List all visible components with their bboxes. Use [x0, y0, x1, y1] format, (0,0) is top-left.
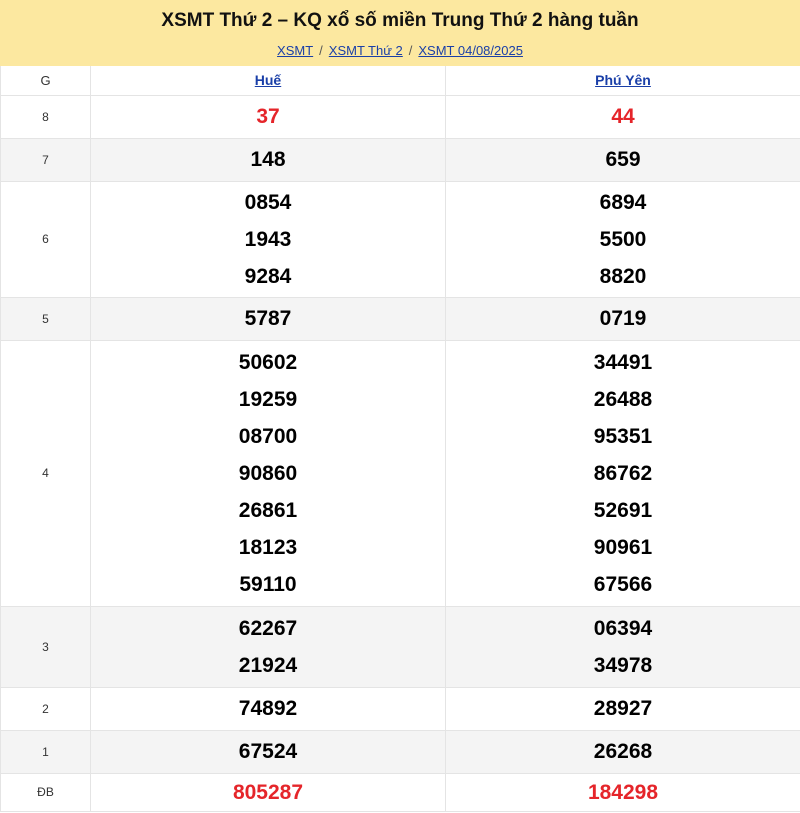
result-number: 21924: [238, 653, 298, 677]
table-row: [1, 730, 800, 773]
prize-label: 5: [1, 297, 91, 340]
result-number: 62267: [238, 616, 298, 640]
table-row: [1, 138, 800, 181]
breadcrumb-separator: /: [319, 43, 323, 58]
result-number: 90860: [238, 461, 298, 485]
result-number: 37: [256, 105, 280, 128]
result-cell-hue: [91, 138, 446, 181]
result-cell-hue: [91, 730, 446, 773]
result-cell-hue: [91, 773, 446, 811]
prize-label: 8: [1, 95, 91, 138]
table-row: [1, 181, 800, 297]
result-number: 52691: [593, 498, 653, 522]
result-cell-phu-yen: [446, 687, 800, 730]
result-cell-hue: [91, 297, 446, 340]
result-number: 5500: [599, 227, 647, 251]
breadcrumb-xsmt-date[interactable]: XSMT 04/08/2025: [418, 43, 523, 58]
result-number: 0854: [244, 190, 292, 214]
prize-label: 4: [1, 340, 91, 606]
province-header-phu-yen: [446, 66, 800, 95]
results-body: [1, 95, 800, 811]
result-cell-phu-yen: [446, 730, 800, 773]
prize-label: 1: [1, 730, 91, 773]
result-number: 805287: [232, 780, 304, 804]
result-cell-hue: [91, 95, 446, 138]
result-number: 34978: [593, 653, 653, 677]
prize-label: 6: [1, 181, 91, 297]
result-number: 59110: [239, 572, 297, 596]
result-cell-hue: [91, 687, 446, 730]
result-number: 1943: [244, 227, 292, 251]
result-number: 184298: [587, 780, 659, 804]
result-cell-phu-yen: [446, 340, 800, 606]
page-header: [0, 0, 800, 66]
results-table: [0, 66, 800, 812]
province-header-hue: [91, 66, 446, 95]
prize-column-header: G: [1, 66, 91, 95]
prize-label: ĐB: [1, 773, 91, 811]
result-cell-phu-yen: [446, 181, 800, 297]
table-row: [1, 687, 800, 730]
prize-label: 2: [1, 687, 91, 730]
result-number: 95351: [593, 424, 653, 448]
result-cell-phu-yen: [446, 773, 800, 811]
breadcrumb-xsmt[interactable]: XSMT: [277, 43, 314, 58]
result-number: 67566: [593, 572, 653, 596]
result-cell-hue: [91, 340, 446, 606]
table-row: [1, 297, 800, 340]
result-number: 34491: [593, 350, 653, 374]
result-number: 74892: [238, 697, 298, 720]
province-link-phu-yen[interactable]: Phú Yên: [595, 72, 651, 89]
result-number: 6894: [599, 190, 647, 214]
table-row: [1, 95, 800, 138]
result-number: 148: [250, 148, 286, 171]
result-number: 08700: [238, 424, 298, 448]
result-number: 67524: [238, 740, 298, 763]
result-cell-hue: [91, 606, 446, 687]
prize-label: 7: [1, 138, 91, 181]
result-number: 44: [611, 105, 635, 128]
result-number: 0719: [599, 307, 647, 330]
table-header-row: [1, 66, 800, 95]
result-number: 26268: [593, 740, 653, 763]
prize-label: 3: [1, 606, 91, 687]
result-number: 5787: [244, 307, 292, 330]
result-number: 06394: [593, 616, 653, 640]
result-cell-hue: [91, 181, 446, 297]
breadcrumb: [0, 43, 800, 59]
result-number: 50602: [238, 350, 298, 374]
result-cell-phu-yen: [446, 95, 800, 138]
result-number: 26488: [593, 387, 653, 411]
result-number: 26861: [238, 498, 298, 522]
result-cell-phu-yen: [446, 606, 800, 687]
page-title: XSMT Thứ 2 – KQ xổ số miền Trung Thứ 2 hàng tuần: [161, 10, 639, 31]
result-cell-phu-yen: [446, 138, 800, 181]
table-row: [1, 773, 800, 811]
result-number: 18123: [238, 535, 298, 559]
breadcrumb-separator: /: [408, 43, 413, 58]
table-row: [1, 606, 800, 687]
result-number: 86762: [593, 461, 653, 485]
result-number: 19259: [238, 387, 298, 411]
result-number: 8820: [599, 264, 647, 288]
table-row: [1, 340, 800, 606]
result-number: 659: [605, 148, 641, 171]
result-number: 90961: [593, 535, 653, 559]
result-number: 9284: [244, 264, 292, 288]
breadcrumb-xsmt-thu-2[interactable]: XSMT Thứ 2: [328, 43, 403, 58]
result-number: 28927: [593, 697, 653, 720]
province-link-hue[interactable]: Huế: [254, 72, 282, 89]
result-cell-phu-yen: [446, 297, 800, 340]
